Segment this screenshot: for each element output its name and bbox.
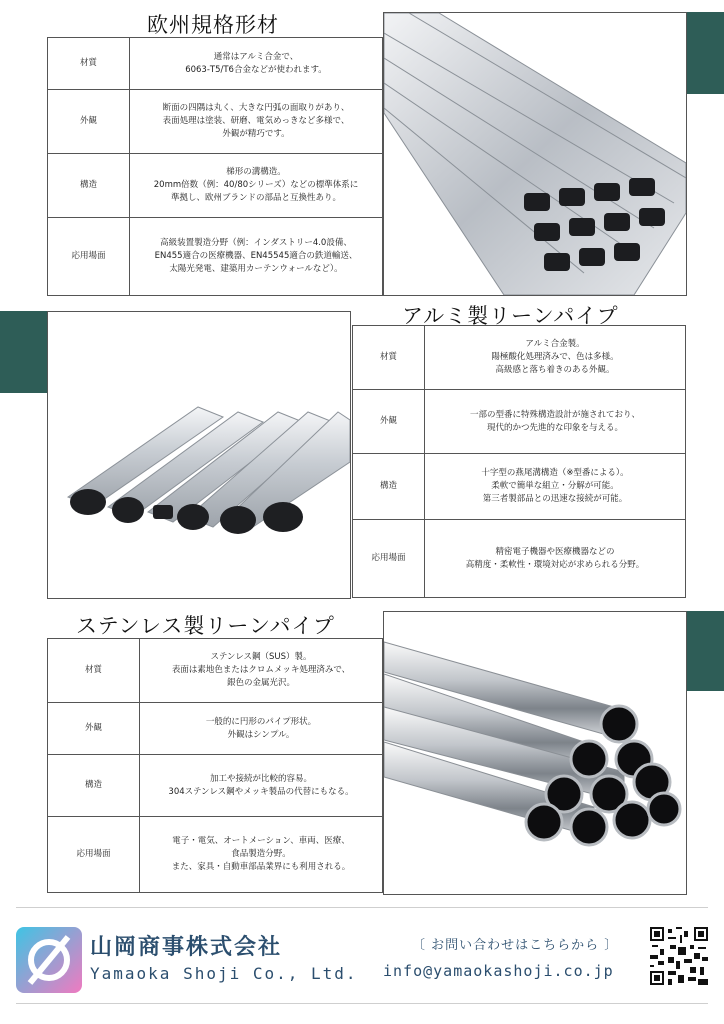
row-text: 断面の四隅は丸く、大きな円弧の面取りがあり、 表面処理は塗装、研磨、電気めっきなど多様で、 外観が精巧です。: [130, 90, 383, 154]
table-row: [353, 390, 686, 454]
section-title-euro-profile: 欧州規格形材: [147, 13, 279, 37]
row-label: 外観: [48, 703, 140, 755]
row-label: 構造: [48, 755, 140, 817]
table-row: [353, 326, 686, 390]
row-text: 電子・電気、オートメーション、車両、医療、 食品製造分野。 また、家具・自動車部品業界にも利用される。: [140, 817, 383, 893]
row-label: 材質: [48, 38, 130, 90]
row-text: 高級装置製造分野（例：インダストリー4.0設備、 EN455適合の医療機器、EN45545適合の鉄道輸送、 太陽光発電、建築用カーテンウォールなど）。: [130, 218, 383, 296]
row-label: 応用場面: [48, 817, 140, 893]
table-row: [48, 154, 383, 218]
table-row: [48, 38, 383, 90]
row-label: 構造: [353, 454, 425, 520]
row-text: 精密電子機器や医療機器などの 高精度・柔軟性・環境対応が求められる分野。: [425, 520, 686, 598]
aluminum-pipe-photo: [47, 311, 351, 599]
company-logo-icon: [16, 927, 82, 993]
row-label: 外観: [48, 90, 130, 154]
table-row: [48, 817, 383, 893]
table-row: [48, 90, 383, 154]
company-name-jp: 山岡商事株式会社: [90, 935, 283, 960]
table-row: [48, 703, 383, 755]
accent-bar-top-right: [687, 12, 724, 94]
table-row: [48, 755, 383, 817]
table-row: [48, 218, 383, 296]
section-title-aluminum-pipe: アルミ製リーンパイプ: [402, 304, 619, 328]
footer-divider-bottom: [16, 1003, 708, 1004]
euro-profile-photo: [383, 12, 687, 296]
section-title-stainless-pipe: ステンレス製リーンパイプ: [76, 614, 335, 638]
row-text: 加工や接続が比較的容易。 304ステンレス鋼やメッキ製品の代替にもなる。: [140, 755, 383, 817]
row-label: 材質: [48, 639, 140, 703]
table-row: [353, 520, 686, 598]
footer-divider-top: [16, 907, 708, 908]
table-row: [48, 639, 383, 703]
spec-table-stainless-pipe: [47, 638, 383, 893]
row-text: ステンレス鋼（SUS）製。 表面は素地色またはクロムメッキ処理済みで、 銀色の金属光沢。: [140, 639, 383, 703]
spec-table-euro-profile: [47, 37, 383, 296]
stainless-pipe-photo: [383, 611, 687, 895]
contact-label: 〔 お問い合わせはこちらから 〕: [412, 938, 619, 953]
accent-bar-left: [0, 311, 47, 393]
spec-table-aluminum-pipe: [352, 325, 686, 598]
qr-code-icon[interactable]: [650, 927, 708, 985]
row-label: 応用場面: [48, 218, 130, 296]
row-label: 材質: [353, 326, 425, 390]
contact-email-link[interactable]: info@yamaokashoji.co.jp: [383, 962, 614, 980]
row-text: 通常はアルミ合金で、 6063-T5/T6合金などが使われます。: [130, 38, 383, 90]
row-text: 梯形の溝構造。 20mm倍数（例：40/80シリーズ）などの標準体系に 準拠し、欧州ブランドの部品と互換性あり。: [130, 154, 383, 218]
row-text: 十字型の燕尾溝構造（※型番による）。 柔軟で簡単な組立・分解が可能。 第三者製部品との迅速な接続が可能。: [425, 454, 686, 520]
table-row: [353, 454, 686, 520]
row-text: 一部の型番に特殊構造設計が施されており、 現代的かつ先進的な印象を与える。: [425, 390, 686, 454]
accent-bar-bottom-right: [687, 611, 724, 691]
row-text: 一般的に円形のパイプ形状。 外観はシンプル。: [140, 703, 383, 755]
row-text: アルミ合金製。 陽極酸化処理済みで、色は多様。 高級感と落ち着きのある外観。: [425, 326, 686, 390]
row-label: 応用場面: [353, 520, 425, 598]
row-label: 構造: [48, 154, 130, 218]
row-label: 外観: [353, 390, 425, 454]
company-name-en: Yamaoka Shoji Co., Ltd.: [90, 964, 358, 983]
